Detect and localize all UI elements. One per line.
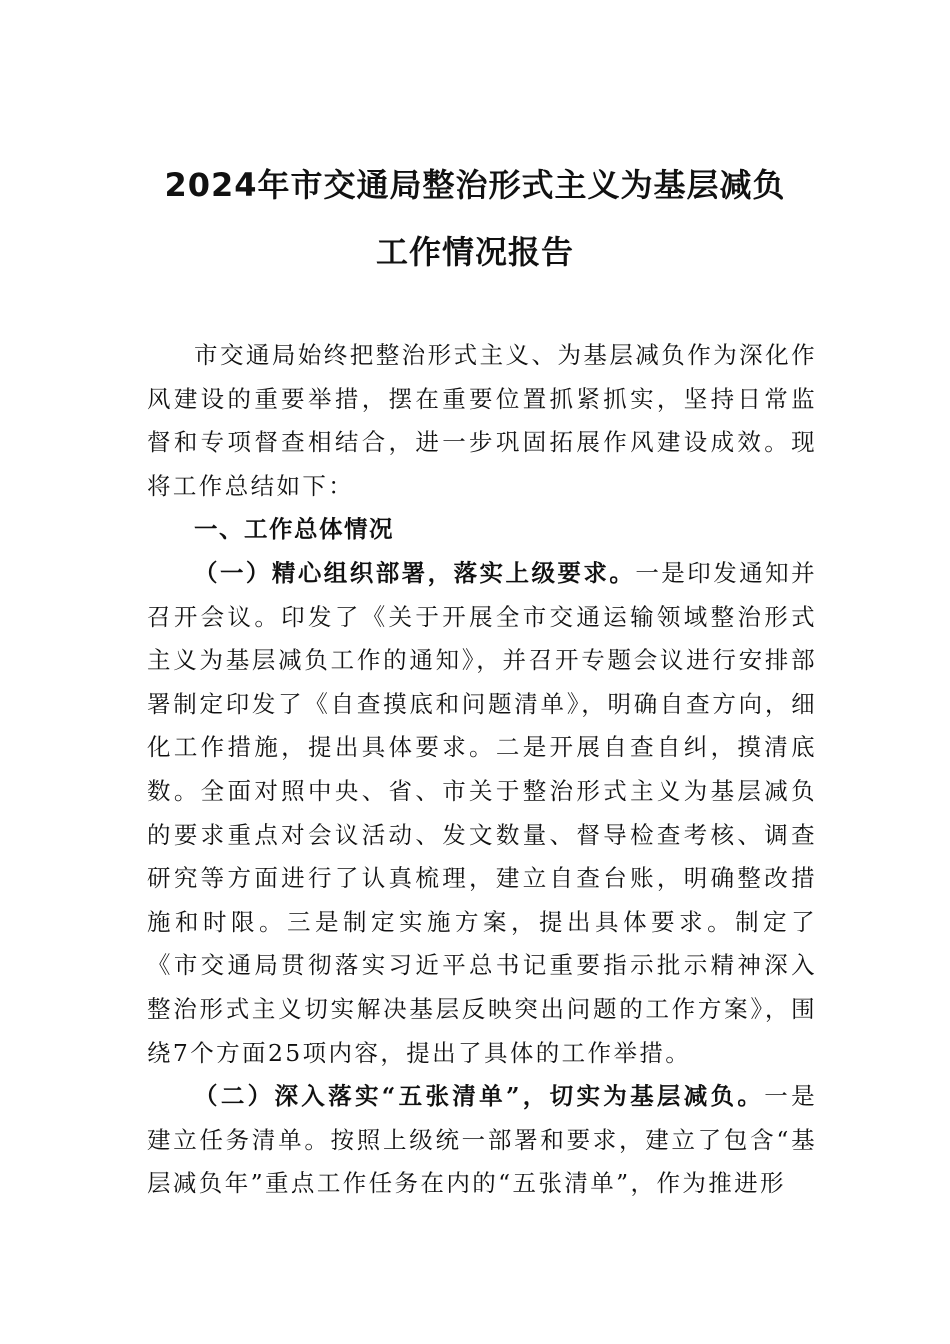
section-1-heading: 一、工作总体情况	[194, 515, 394, 544]
subsection-1-body: 一是印发通知并召开会议。印发了《关于开展全市交通运输领域整治形式主义为基层减负工作的通知》，并召开专题会议进行安排部署制定印发了《自查摸底和问题清单》，明确自查方向，细化工作措施，提出具体要求。二是开展自查自纠，摸清底数。全面对照中央、省、市关于整治形式主义为基层减负的要求重点对会议活动、发文数量、督导检查考核、调查研究等方面进行了认真梳理，建立自查台账，明确整改措施和时限。三是制定实施方案，提出具体要求。制定了《市交通局贯彻落实习近平总书记重要指示批示精神深入整治形式主义切实解决基层反映突出问题的工作方案》，围绕7个方面25项内容，提出了具体的工作举措。	[147, 558, 817, 1067]
subsection-2-heading: （二）深入落实“五张清单”，切实为基层减负。	[194, 1082, 765, 1111]
subsection-2-paragraph	[147, 1075, 817, 1206]
document-body	[147, 334, 817, 1206]
subsection-1-heading: （一）精心组织部署，落实上级要求。	[194, 558, 636, 587]
intro-paragraph: 市交通局始终把整治形式主义、为基层减负作为深化作风建设的重要举措，摆在重要位置抓紧抓实，坚持日常监督和专项督查相结合，进一步巩固拓展作风建设成效。现将工作总结如下：	[147, 341, 817, 500]
document-title-line-2: 工作情况报告	[375, 233, 574, 271]
subsection-1-paragraph	[147, 552, 817, 1075]
document-title-line-1: 2024年市交通局整治形式主义为基层减负	[164, 166, 786, 204]
subsection-2-body: 一是建立任务清单。按照上级统一部署和要求，建立了包含“基层减负年”重点工作任务在内的“五张清单”，作为推进形	[147, 1082, 817, 1198]
